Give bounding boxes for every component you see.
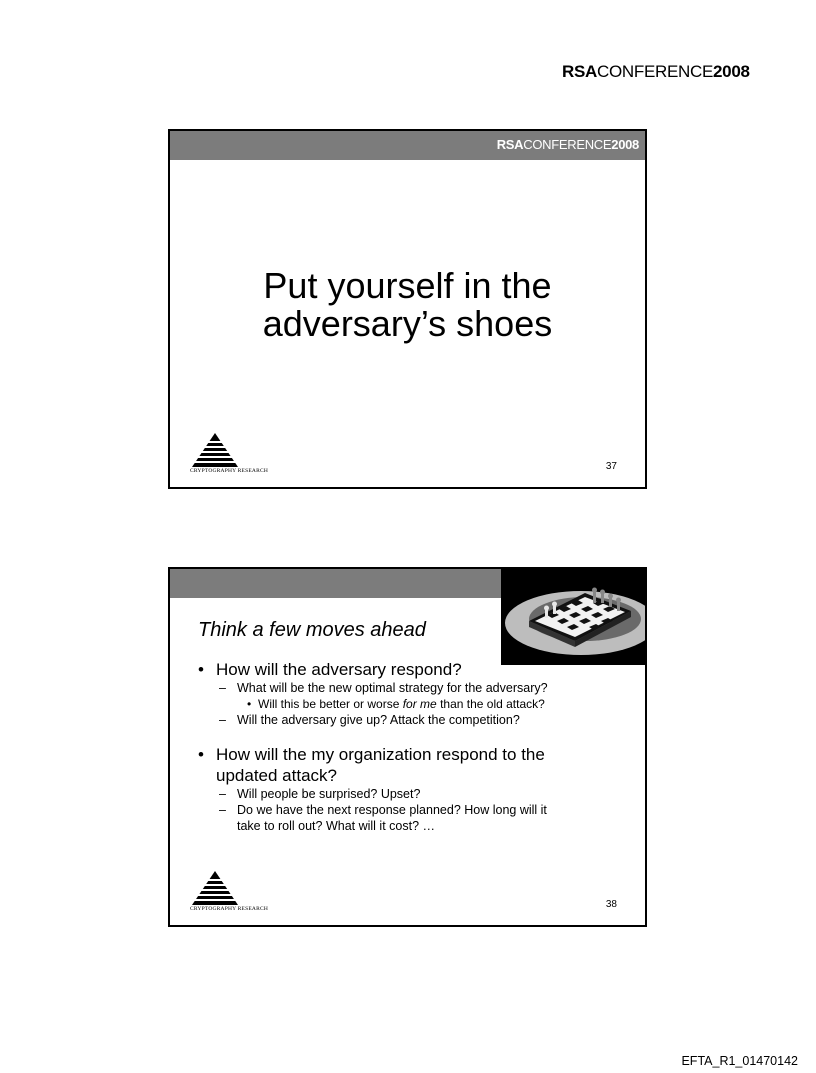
- document-id: EFTA_R1_01470142: [681, 1054, 798, 1068]
- sub-sub-bullet-item: • Will this be better or worse for me than the old attack?: [198, 696, 638, 712]
- cryptography-research-logo: [190, 433, 269, 474]
- pyramid-icon: [192, 433, 238, 467]
- logo-text: CRYPTOGRAPHY RESEARCH: [190, 468, 269, 474]
- cryptography-research-logo: [190, 871, 269, 912]
- bullet-item: • How will the adversary respond?: [198, 659, 638, 680]
- sub-bullet-item: – Do we have the next response planned? How long will it take to roll out? What will it cost? …: [198, 802, 638, 834]
- slide-number: 38: [605, 899, 617, 910]
- slide-title: [170, 267, 645, 343]
- pyramid-icon: [192, 871, 238, 905]
- slide-title-line: Put yourself in the: [263, 265, 552, 306]
- slide-heading: Think a few moves ahead: [198, 619, 426, 641]
- sub-bullet-item: – Will people be surprised? Upset?: [198, 786, 638, 802]
- rsa-conference-logo: RSACONFERENCE2008: [496, 137, 639, 152]
- chessboard-icon: [501, 569, 645, 665]
- rsa-conference-logo: RSACONFERENCE2008: [562, 62, 750, 81]
- chessboard-image: [501, 569, 645, 665]
- slide-header-bar: [170, 569, 501, 598]
- slide-title-line: adversary’s shoes: [262, 303, 553, 344]
- logo-text: CRYPTOGRAPHY RESEARCH: [190, 906, 269, 912]
- slide-37: [168, 129, 647, 489]
- slide-header-bar: [170, 131, 645, 160]
- sub-bullet-item: – Will the adversary give up? Attack the competition?: [198, 712, 638, 728]
- slide-number: 37: [605, 461, 617, 472]
- slide-38: [168, 567, 647, 927]
- bullet-item: • How will the my organization respond to the updated attack?: [198, 744, 638, 786]
- bullet-list: [198, 659, 638, 834]
- sub-bullet-item: – What will be the new optimal strategy for the adversary?: [198, 680, 638, 696]
